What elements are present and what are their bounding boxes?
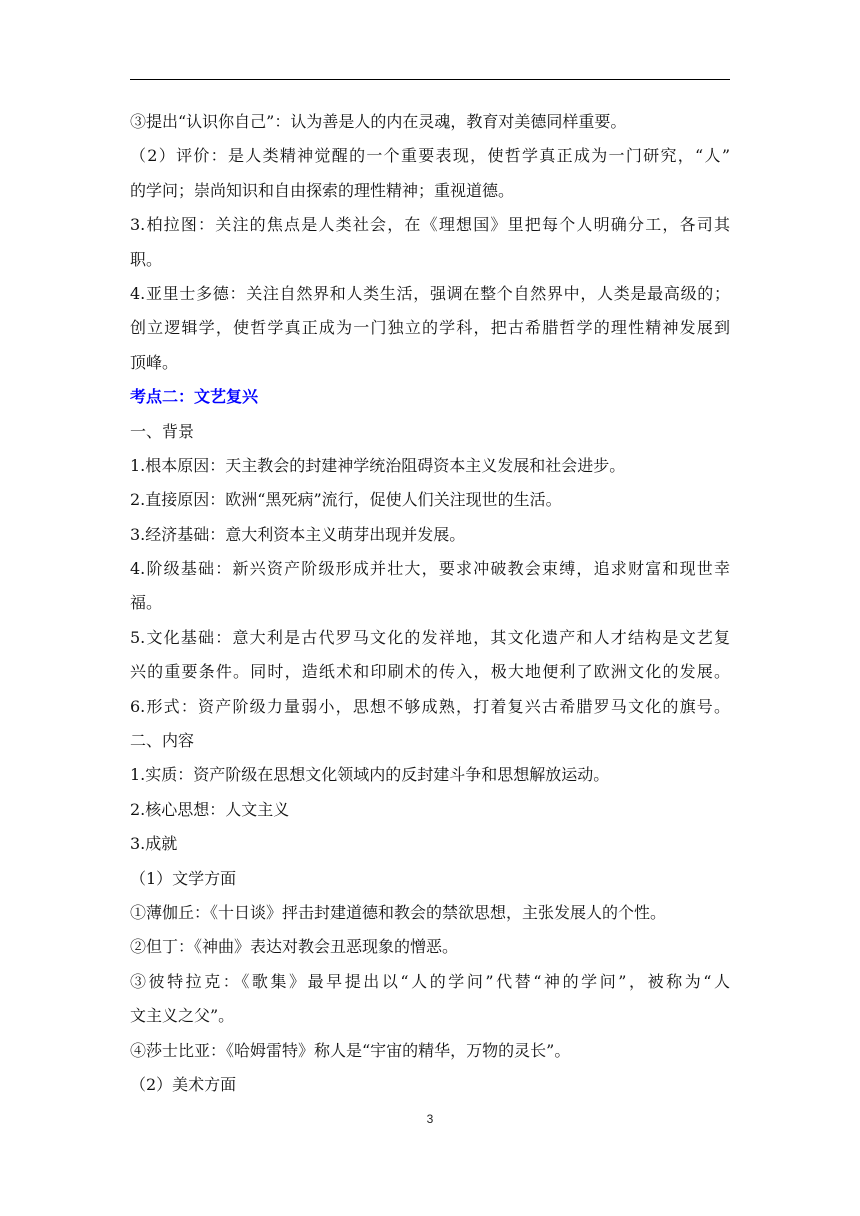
text-line: 3.成就 — [130, 834, 178, 854]
header-rule — [130, 79, 730, 80]
text-line: 3.经济基础：意大利资本主义萌芽出现并发展。 — [130, 524, 466, 544]
text-line: 2.直接原因：欧洲“黑死病”流行，促使人们关注现世的生活。 — [130, 490, 562, 510]
text-line: （1）文学方面 — [130, 868, 237, 888]
text-line: 1.根本原因：天主教会的封建神学统治阻碍资本主义发展和社会进步。 — [130, 455, 626, 475]
page-number: 3 — [426, 1112, 434, 1126]
text-line: 文主义之父”。 — [130, 1006, 235, 1026]
text-line: 6.形式：资产阶级力量弱小，思想不够成熟，打着复兴古希腊罗马文化的旗号。 — [130, 696, 730, 716]
text-line: ③提出“认识你自己”：认为善是人的内在灵魂，教育对美德同样重要。 — [130, 112, 627, 131]
text-line: 3.柏拉图：关注的焦点是人类社会，在《理想国》里把每个人明确分工，各司其 — [130, 215, 730, 235]
text-line: ①薄伽丘：《十日谈》抨击封建道德和教会的禁欲思想，主张发展人的个性。 — [130, 902, 667, 922]
text-line: 顶峰。 — [130, 352, 179, 372]
text-line: ②但丁：《神曲》表达对教会丑恶现象的憎恶。 — [130, 937, 459, 957]
text-line: 二、内容 — [130, 731, 195, 751]
text-line: （2）美术方面 — [130, 1074, 237, 1094]
section-heading: 考点二：文艺复兴 — [130, 387, 259, 407]
text-line: ④莎士比亚：《哈姆雷特》称人是“宇宙的精华，万物的灵长”。 — [130, 1040, 571, 1060]
text-line: 一、背景 — [130, 421, 195, 441]
text-line: 5.文化基础：意大利是古代罗马文化的发祥地，其文化遗产和人才结构是文艺复 — [130, 627, 730, 647]
page-content — [130, 105, 730, 1102]
text-line: 4.亚里士多德：关注自然界和人类生活，强调在整个自然界中，人类是最高级的； — [130, 283, 730, 303]
text-line: ③彼特拉克：《歌集》最早提出以“人的学问”代替“神的学问”，被称为“人 — [130, 971, 730, 991]
text-line: 1.实质：资产阶级在思想文化领域内的反封建斗争和思想解放运动。 — [130, 765, 610, 785]
text-line: （2）评价：是人类精神觉醒的一个重要表现，使哲学真正成为一门研究，“人” — [130, 146, 730, 166]
text-line: 创立逻辑学，使哲学真正成为一门独立的学科，把古希腊哲学的理性精神发展到 — [130, 318, 730, 338]
text-line: 的学问；崇尚知识和自由探索的理性精神；重视道德。 — [130, 180, 515, 200]
text-line: 职。 — [130, 249, 163, 269]
text-line: 兴的重要条件。同时，造纸术和印刷术的传入，极大地便利了欧洲文化的发展。 — [130, 662, 730, 682]
text-line: 福。 — [130, 593, 163, 613]
text-line: 2.核心思想：人文主义 — [130, 799, 290, 819]
text-line: 4.阶级基础：新兴资产阶级形成并壮大，要求冲破教会束缚，追求财富和现世幸 — [130, 559, 730, 579]
